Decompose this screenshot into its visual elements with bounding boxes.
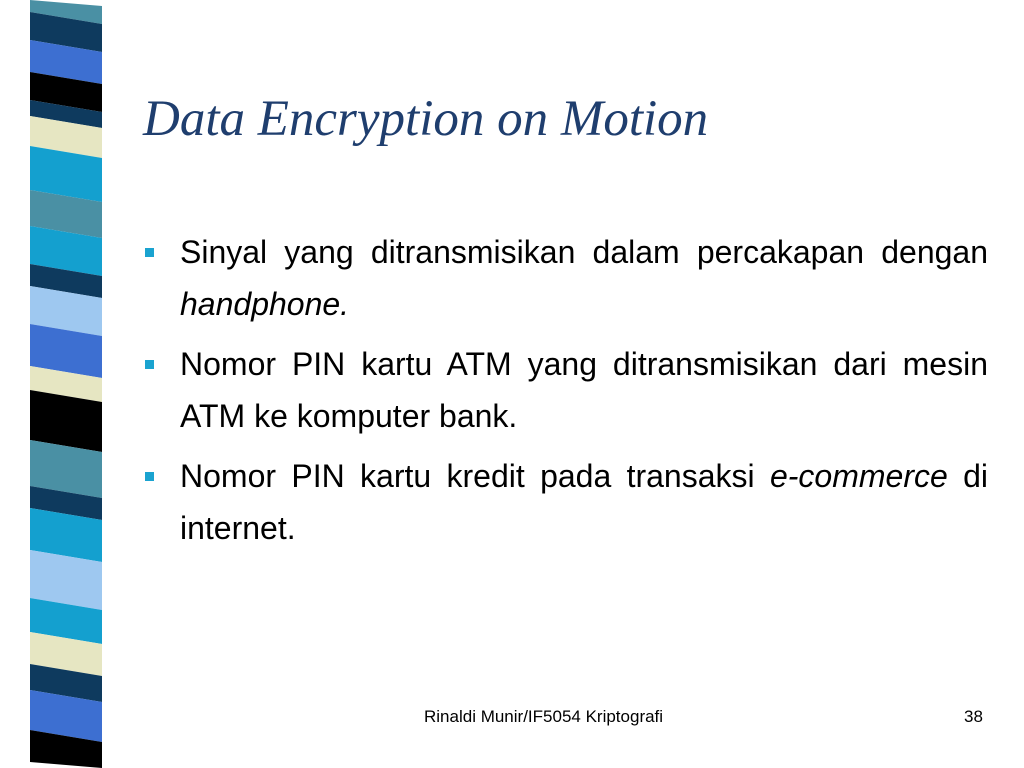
bullet-text-run-italic: e-commerce bbox=[769, 458, 948, 494]
decorative-stripe-band-icon bbox=[30, 0, 102, 768]
page-number: 38 bbox=[964, 707, 983, 726]
bullet-item bbox=[140, 450, 988, 554]
bullet-text-run: Sinyal yang ditransmisikan dalam percakapan dengan bbox=[180, 234, 988, 270]
square-bullet-icon bbox=[145, 248, 154, 257]
bullet-item bbox=[140, 338, 988, 442]
bullet-text-run: Nomor PIN kartu ATM yang ditransmisikan dari mesin ATM ke komputer bank. bbox=[180, 346, 988, 434]
bullet-list bbox=[140, 226, 988, 562]
bullet-item bbox=[140, 226, 988, 330]
square-bullet-icon bbox=[145, 360, 154, 369]
bullet-text-run: di internet. bbox=[180, 458, 988, 546]
footer-credit: Rinaldi Munir/IF5054 Kriptografi bbox=[424, 707, 664, 726]
square-bullet-icon bbox=[145, 472, 154, 481]
slide-title: Data Encryption on Motion bbox=[143, 91, 709, 147]
bullet-text-run: Nomor PIN kartu kredit pada transaksi bbox=[180, 458, 770, 494]
striped-ribbon-icon bbox=[30, 0, 102, 768]
bullet-text-run-italic: handphone. bbox=[180, 286, 350, 322]
